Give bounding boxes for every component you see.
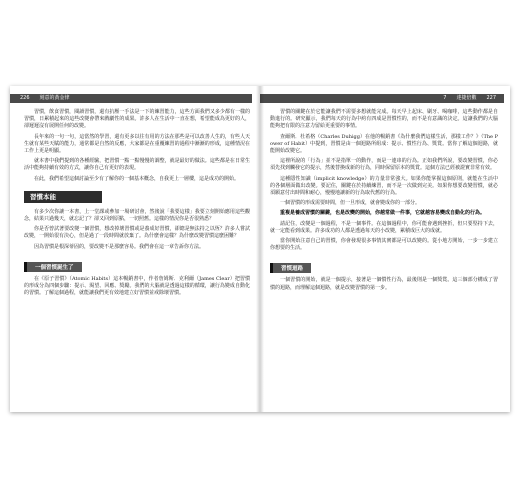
- paragraph: 這裡所說的「行為」並不是指單一的動作，而是一連串的行為。正如我們所說，要改變習慣，你必須先找到觸發它的提示，然後替換成新的行為，同時保留原本的獎賞。這個方法已經被證實非常有效。: [270, 158, 498, 172]
- paragraph: 習慣，飲食習慣，閱讀習慣，還有抗壓一手法是一下的練習能力，這些方面我們又多少都有一樣的習慣，日累積起來的這些改變會帶來戲劇性的成果。許多人在生活中一直在想，希望能成為更好的人，卻遲遲沒有展開任何的改變。: [24, 109, 250, 130]
- book-gutter: [256, 86, 264, 412]
- paragraph: 這種隱性知識（implicit knowledge）的力量非常強大。如果你能掌握這個原則，就能在生活中的各個層面做出改變。要記住，關鍵在於持續練習，而不是一次做到完美。如果你想要改變習慣，就必須願意付出時間和耐心，慢慢地讓新的行為取代舊的行為。: [270, 175, 498, 197]
- right-running-title: 達捷倍數: [456, 95, 477, 101]
- right-chapter-label: 7: [443, 95, 447, 101]
- paragraph: 在《原子習慣》（Atomic Habits）這本暢銷書中，作者詹姆斯．克利爾（James Clear）把習慣的形成分為四個步驟：提示、渴望、回應、獎勵。我們的大腦就是透過這樣的循環，讓行為變成自動化的習慣。了解這個過程，就能讓我們更有效地建立好習慣並戒除壞習慣。: [24, 275, 250, 297]
- paragraph: 在此，我們希望這個討論至少有了解你的一個基本概念，自我更上一層樓，這是成功的開始。: [34, 175, 240, 182]
- paragraph: 就本書中我們提到的各種經驗，把習慣一點一點慢慢的調整，就是最好的做法。這些都是在日常生活中能夠持續有效的方式，讓你自己有更好的表現。: [24, 158, 250, 172]
- paragraph: 請記住，改變是一個過程，不是一個事件。在這個過程中，你可能會遇到挫折，但只要堅持下去，就一定能看到成果。許多成功的人都是透過每天的小改變，累積成巨大的成就。: [270, 220, 498, 234]
- paragraph: 當你開始注意自己的習慣，你會發現很多事情其實都是可以改變的。從小地方開始，一步一步建立你想要的生活。: [270, 238, 498, 252]
- subsection-heading: 習慣迴路: [270, 263, 311, 273]
- left-page-number: 226: [20, 95, 30, 101]
- paragraph: 習慣的關鍵在於它能讓我們不需要多想就能完成。每天早上起床、刷牙、喝咖啡，這些動作都是自動進行的。研究顯示，我們每天的行為中約有四成是習慣性的，而不是有意識的決定。這讓我們的大腦能夠把有限的注意力留給更重要的事情。: [270, 109, 498, 130]
- bold-sentence: 重複是養成習慣的關鍵，也是改變的開始，你越常做一件事，它就越容易變成自動化的行為。: [280, 210, 486, 217]
- left-running-header: [10, 94, 252, 103]
- section-heading: 習慣本能: [24, 191, 102, 203]
- left-page-body: [24, 109, 250, 300]
- paragraph: 查爾斯．杜希格（Charles Duhigg）在他的暢銷書《為什麼我們這樣生活，那樣工作？》（The Power of Habit）中提到，習慣是由一個迴路所組成：提示、慣性行為、獎賞。當你了解這個迴路，就能開始改變它。: [270, 133, 498, 155]
- paragraph: 有多少次你讓一本書，上一堂課或參加一場研討會，然後說「我要這樣」我要立刻開始應用這些觀念，結果只過幾天，就忘記了？卻又回到原點，一切照舊。這樣的情況你是否很熟悉？: [24, 208, 250, 223]
- paragraph: 因為習慣是根深蒂固的，要改變不是那麼容易。我們會在這一章告訴你方法。: [34, 243, 205, 250]
- paragraph: 長年來的一句一句，這當然的學習，還有更多以往有用的方法在那些是可以改善人生的，有些人天生就有某些天賦的能力，通常都是自然的反應，大家都是在重覆練習的過程中漸漸的形成，這種情況在工作上更是明顯。: [24, 133, 250, 155]
- right-running-header: [260, 94, 504, 103]
- left-running-title: 刻意的黃金律: [39, 95, 70, 101]
- paragraph: 你是否曾試著要改變一個習慣，想改掉壞習慣或是養成好習慣，卻總是無法持之以恆？許多人嘗試改變，一開始很有決心，但是過了一段時間就放棄了。為什麼會這樣？為什麼改變習慣這麼困難？: [24, 226, 250, 240]
- paragraph: 一個習慣的形成需要時間，但一旦形成，就會變成你的一部分。: [280, 200, 421, 207]
- subsection-heading: 一個習慣誕生了: [24, 262, 82, 272]
- right-page-number: 227: [486, 95, 496, 101]
- right-page: [260, 86, 510, 412]
- left-page: [10, 86, 260, 412]
- paragraph: 一個習慣的開始，就是一個提示，接著是一個慣性行為，最後則是一個獎賞。這三個部分構成了習慣的迴路，而理解這個迴路，就是改變習慣的第一步。: [270, 277, 498, 291]
- right-page-body: [270, 109, 498, 295]
- book-spread: [10, 86, 510, 412]
- bold-paragraph: [270, 210, 498, 217]
